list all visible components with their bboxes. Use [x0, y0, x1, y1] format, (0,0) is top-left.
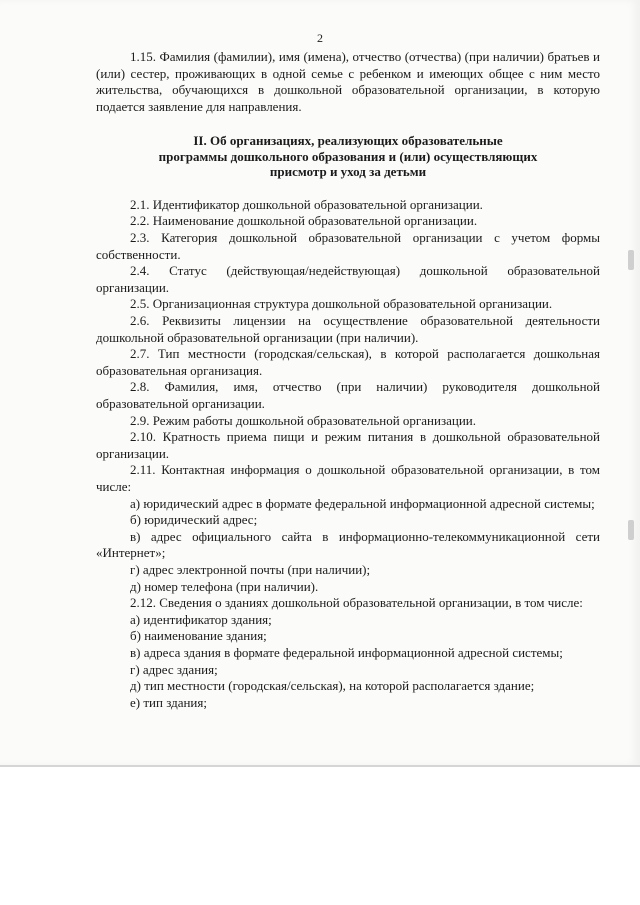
building-subitem: а) идентификатор здания; — [130, 611, 272, 627]
paragraph-1-15: 1.15. Фамилия (фамилии), имя (имена), отчество (отчества) (при наличии) братьев и (или) сестер, проживающих в одной семье с ребенком и имеющих общее с ним место жительства, обучающихся в дошкольной образовательной организации, в которую подается заявление для направления. — [96, 49, 600, 114]
paragraph-2-12: 2.12. Сведения о зданиях дошкольной образовательной организации, в том числе: — [130, 595, 583, 611]
section-heading-line: программы дошкольного образования и (или) осуществляющих — [158, 148, 538, 164]
paragraph-2-9: 2.9. Режим работы дошкольной образовательной организации. — [130, 412, 476, 428]
section-heading-line: II. Об организациях, реализующих образовательные — [193, 133, 503, 149]
paragraph-2-10: 2.10. Кратность приема пищи и режим питания в дошкольной образовательной организации. — [96, 429, 600, 461]
building-subitem: в) адреса здания в формате федеральной информационной адресной системы; — [130, 644, 563, 660]
paragraph-2-8: 2.8. Фамилия, имя, отчество (при наличии) руководителя дошкольной образовательной организации. — [96, 379, 600, 411]
scan-edge-mark — [628, 520, 634, 540]
building-subitem: г) адрес здания; — [130, 661, 218, 677]
paragraph-2-6: 2.6. Реквизиты лицензии на осуществление образовательной деятельности дошкольной образовательной организации (при наличии). — [96, 313, 600, 345]
paragraph-2-1: 2.1. Идентификатор дошкольной образовательной организации. — [130, 196, 483, 212]
section-heading-line: присмотр и уход за детьми — [269, 164, 427, 180]
building-subitem: д) тип местности (городская/сельская), на которой располагается здание; — [130, 678, 535, 694]
paragraph-2-11: 2.11. Контактная информация о дошкольной образовательной организации, в том числе: — [96, 462, 600, 494]
building-subitem: б) наименование здания; — [130, 628, 267, 644]
paragraph-2-2: 2.2. Наименование дошкольной образовательной организации. — [130, 213, 478, 229]
contact-subitem: б) юридический адрес; — [130, 512, 258, 528]
paragraph-2-3: 2.3. Категория дошкольной образовательной организации с учетом формы собственности. — [96, 230, 600, 262]
contact-subitem: г) адрес электронной почты (при наличии); — [130, 561, 371, 577]
contact-subitem: а) юридический адрес в формате федеральной информационной адресной системы; — [130, 495, 595, 511]
scan-edge-mark — [628, 250, 634, 270]
contact-subitem: д) номер телефона (при наличии). — [130, 578, 319, 594]
document-body — [96, 49, 600, 711]
building-subitem: е) тип здания; — [130, 694, 207, 710]
paragraph-2-4: 2.4. Статус (действующая/недействующая) дошкольной образовательной организации. — [96, 263, 600, 295]
paragraph-2-5: 2.5. Организационная структура дошкольной образовательной организации. — [130, 296, 553, 312]
paragraph-2-7: 2.7. Тип местности (городская/сельская), в которой располагается дошкольная образовательная организация. — [96, 346, 600, 378]
section-heading — [96, 133, 600, 180]
contact-subitem: в) адрес официального сайта в информационно-телекоммуникационной сети «Интернет»; — [96, 528, 600, 561]
page-number: 2 — [317, 31, 323, 45]
